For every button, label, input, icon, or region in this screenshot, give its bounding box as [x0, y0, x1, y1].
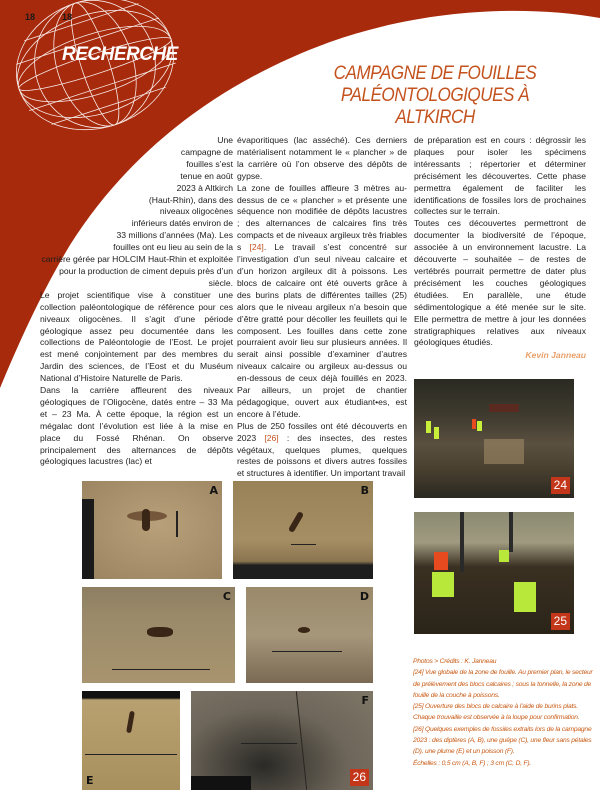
scale-bar: [176, 511, 178, 537]
caption-24: [24] Vue globale de la zone de fouille. Au premier plan, le secteur de prélèvement des blocs calcaires ; sous la tonnelle, la zone de fouille de la couche à poissons.: [413, 669, 593, 699]
figure-badge-26: 26: [350, 769, 369, 786]
column-2-paragraph-3: [237, 421, 407, 481]
fossil-label-f: F: [361, 694, 369, 707]
article-column-3: [414, 135, 586, 349]
photo-credit: Photos > Crédits : K. Janneau: [413, 658, 497, 665]
page-number: 18: [25, 12, 36, 22]
article-column-1: [40, 135, 233, 468]
figure-ref-24: [24]: [249, 242, 264, 253]
column-2-paragraph-3-end: : des insectes, des restes végétaux, quelques plumes, quelques restes de poissons et divers autres fossiles et structures à identifier. Un important travail: [237, 432, 407, 479]
fossil-label-e: E: [86, 774, 94, 787]
column-1-paragraph-2: Le projet scientifique vise à constituer une collection paléontologique de référence pour ces niveaux oligocènes. Il s’agit d’une période géologique assez peu documentée dans les collections de Paléontologie de l’Eost. Le projet est mené conjointement par des membres du Jardin des sciences, de l’Eost et du Muséum National d’Histoire Naturelle de Paris.: [40, 289, 233, 384]
fossil-plate-c: [82, 587, 235, 683]
author-signature: Kevin Janneau: [525, 350, 586, 360]
column-3-paragraph-2: Toutes ces découvertes permettront de documenter la biodiversité de l’époque, associée à un environnement lacustre. La découverte – souhaitée – de restes de vertébrés pourrait permettre de dater plus précisément les couches géologiques étudiées. En parallèle, une étude sédimentologique a été menée sur le site. Elle permettra de mettre à jour les données stratigraphiques relatives aux niveaux géologiques étudiés.: [414, 218, 586, 348]
scale-bar: [291, 544, 316, 545]
scale-bar: [272, 651, 342, 652]
photo-captions: [413, 656, 598, 769]
column-1-paragraph-1: Une campagne de fouilles s’est tenue en août 2023 à Altkirch (Haut-Rhin), dans des niveaux oligocènes inférieurs datés environ de 33 millions d’années (Ma). Les fouilles ont eu lieu au sein de la carrière gérée par HOLCIM Haut-Rhin et exploitée pour la production de ciment depuis près d’un siècle.: [41, 135, 233, 288]
article-column-2: [237, 135, 407, 480]
column-3-paragraph-1: de préparation est en cours : dégrossir les plaques pour isoler les spécimens intéressants ; répertorier et déterminer précisément les découvertes. Cette phase permettra également de faciliter les identifications de fossiles lors de prochaines collectes sur le terrain.: [414, 135, 586, 217]
fossil-plate-e: [82, 691, 180, 790]
fossil-plate-b: [233, 481, 373, 579]
fossil-plate-a: [82, 481, 222, 579]
column-2-paragraph-2-start: La zone de fouilles affleure 3 mètres au-dessus de ce « plancher » et présente une séquence non modifiée de dépôts lacustres ; des alternances de calcaires fins très compacts et de niveaux argileux très friables s: [237, 182, 407, 253]
fossil-label-d: D: [359, 590, 369, 603]
column-1-paragraph-3: Dans la carrière affleurent des niveaux géologiques de l’Oligocène, datés entre – 33 Ma et – 23 Ma. À cette époque, la région est un mégalac dont l’évolution est liée à la mise en place du Fossé Rhénan. On observe principalement des alternances de dépôts géologiques lacustres (lac) et: [40, 385, 233, 467]
column-2-paragraph-2-end: . Le travail s’est concentré sur l’investigation d’un seul niveau calcaire et d’un horizon argileux dit à poissons. Les blocs de calcaire ont été ouverts grâce à des burins plats de différentes tailles (25) alors que le niveau argileux n’a besoin que d’être gratté pour décoller les feuillets qui le composent. Les fouilles dans cette zone pourraient avoir lieu sur plusieurs années. Il serait ainsi possible d’examiner d’autres niveaux calcaire ou argileux au-dessus ou en-dessous de ceux déjà fouillés en 2023. Par ailleurs, un projet de chantier pédagogique, ouvert aux étudiant•es, est encore à l’étude.: [237, 242, 407, 419]
scale-bar: [85, 754, 177, 755]
figure-badge-25: 25: [551, 613, 570, 630]
article-title-line-2: PALÉONTOLOGIQUES À ALTKIRCH: [340, 84, 530, 128]
section-label: RECHERCHE: [62, 44, 178, 65]
fossil-label-a: A: [209, 484, 218, 497]
column-2-paragraph-1: évaporitiques (lac asséché). Ces derniers matérialisent notamment le « plancher » de la carrière où l’on observe des dépôts de gypse.: [237, 135, 407, 181]
scale-bar: [112, 669, 210, 670]
caption-scales: Échelles : 0,5 cm (A, B, F) ; 3 cm (C, D, F).: [413, 759, 532, 767]
fossil-plate-d: [246, 587, 373, 683]
figure-ref-26: [26]: [264, 432, 279, 443]
caption-25: [25] Ouverture des blocs de calcaire à l’aide de burins plats. Chaque trouvaille est observée à la loupe pour confirmation.: [413, 703, 580, 722]
caption-26: [26] Quelques exemples de fossiles extraits lors de la campagne 2023 : des diptères (A, B), une guêpe (C), une fleur sans pétales (D), une plume (E) et un poisson (F).: [413, 725, 592, 756]
photo-excavation-site: [414, 379, 574, 498]
photo-block-opening: [414, 512, 574, 634]
column-2-paragraph-2: [237, 183, 407, 421]
page-number-duplicate: 18: [62, 12, 73, 22]
fossil-label-c: C: [222, 590, 231, 603]
column-2-paragraph-3-start: Plus de 250 fossiles ont été découverts en 2023: [237, 420, 407, 443]
scale-bar: [241, 743, 297, 744]
fossil-plate-f: [191, 691, 373, 790]
article-title-line-1: CAMPAGNE DE FOUILLES: [333, 62, 537, 84]
article-title: [303, 62, 567, 128]
figure-badge-24: 24: [551, 477, 570, 494]
fossil-label-b: B: [360, 484, 369, 497]
